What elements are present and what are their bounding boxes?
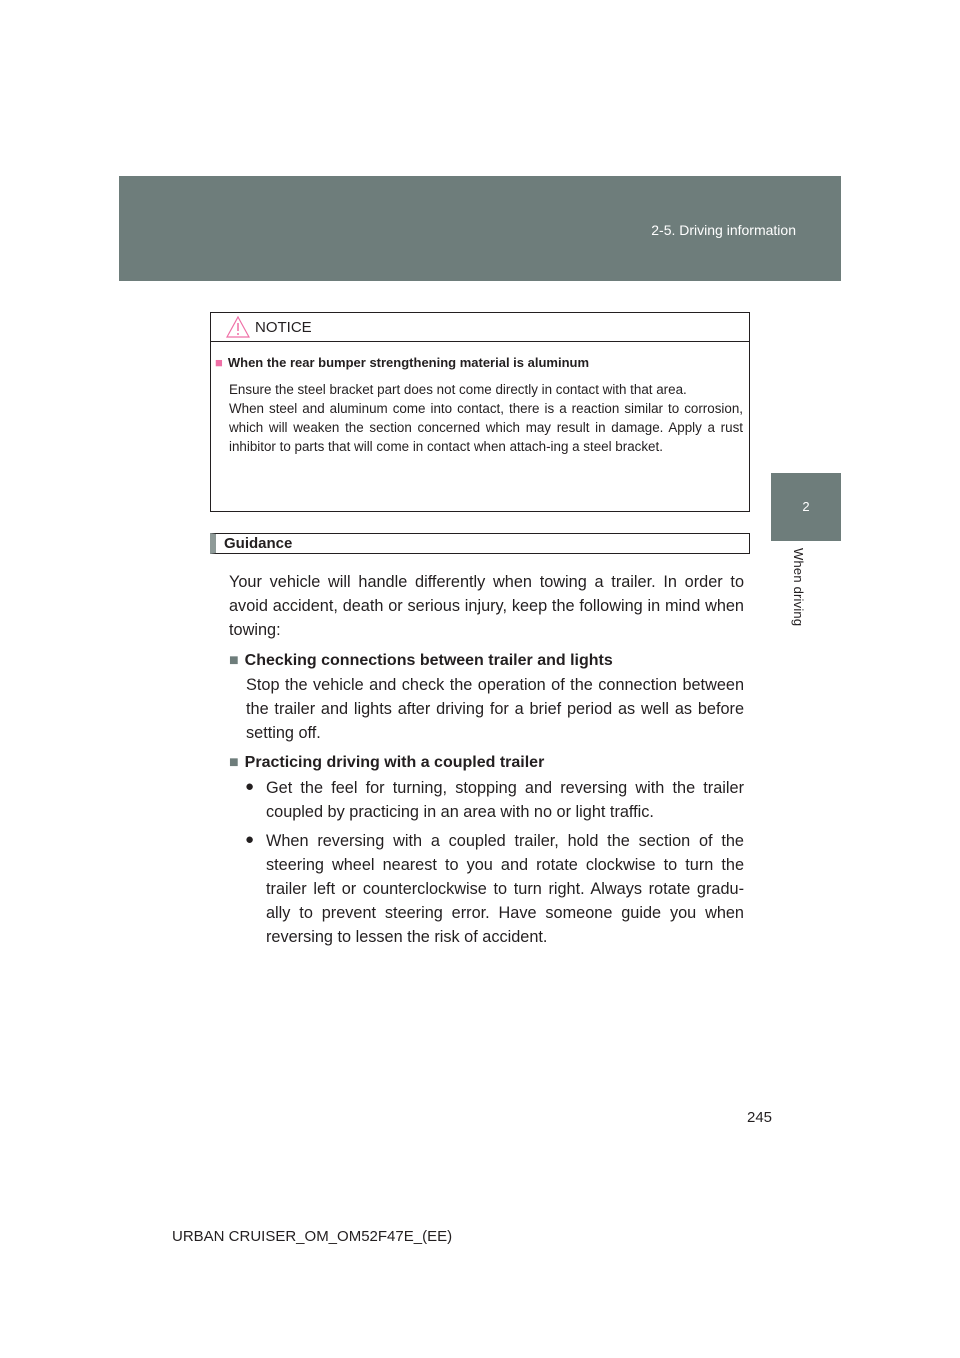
bullet-item-1: Get the feel for turning, stopping and reversing with the trailer coupled by practicing in an area with no or light traffic.: [266, 779, 744, 821]
notice-title: NOTICE: [255, 319, 312, 336]
section2-heading-text: Practicing driving with a coupled trailer: [244, 754, 545, 771]
square-bullet-icon: ■: [215, 355, 223, 370]
notice-subtitle: [215, 355, 589, 370]
section-title: 2-5. Driving information: [651, 222, 796, 238]
warning-triangle-icon: [226, 316, 250, 338]
notice-subtitle-text: When the rear bumper strengthening material is aluminum: [227, 355, 590, 370]
guidance-intro: Your vehicle will handle differently when towing a trailer. In order to avoid accident, death or serious injury, keep the following in mind when towing:: [229, 573, 744, 639]
chapter-label: When driving: [791, 548, 806, 627]
document-code: URBAN CRUISER_OM_OM52F47E_(EE): [172, 1228, 453, 1245]
square-bullet-icon: ■: [229, 754, 239, 771]
guidance-heading-bar: [210, 533, 750, 554]
square-bullet-icon: ■: [229, 652, 239, 669]
notice-paragraph-2: When steel and aluminum come into contact, there is a reaction similar to corrosion, which will weaken the section concerned which may result in damage. Apply a rust inhibitor to parts that will come in contact when attach-ing a steel bracket.: [229, 401, 743, 454]
page-number: 245: [747, 1109, 773, 1126]
guidance-title: Guidance: [224, 535, 293, 552]
bullet-dot-icon: ●: [245, 831, 255, 848]
section1-text: Stop the vehicle and check the operation of the connection between the trailer and lights after driving for a brief period as well as before setting off.: [246, 676, 744, 742]
header-band: [119, 176, 841, 281]
notice-body: [229, 380, 743, 456]
bullet-item-2: When reversing with a coupled trailer, hold the section of the steering wheel nearest to you and rotate clockwise to turn the trailer left or counterclockwise to turn right. Always rotate gradu-ally to prevent steering error. Have someone guide you when reversing to lessen the risk of accident.: [266, 832, 744, 946]
chapter-tab: 2: [771, 473, 841, 541]
notice-box: [210, 312, 750, 512]
section1-heading-text: Checking connections between trailer and lights: [244, 652, 613, 669]
bullet-dot-icon: ●: [245, 778, 255, 795]
section1-heading: [229, 649, 749, 673]
notice-header: [211, 313, 749, 342]
section2-heading: [229, 751, 749, 775]
notice-paragraph-1: Ensure the steel bracket part does not come directly in contact with that area.: [229, 382, 687, 397]
